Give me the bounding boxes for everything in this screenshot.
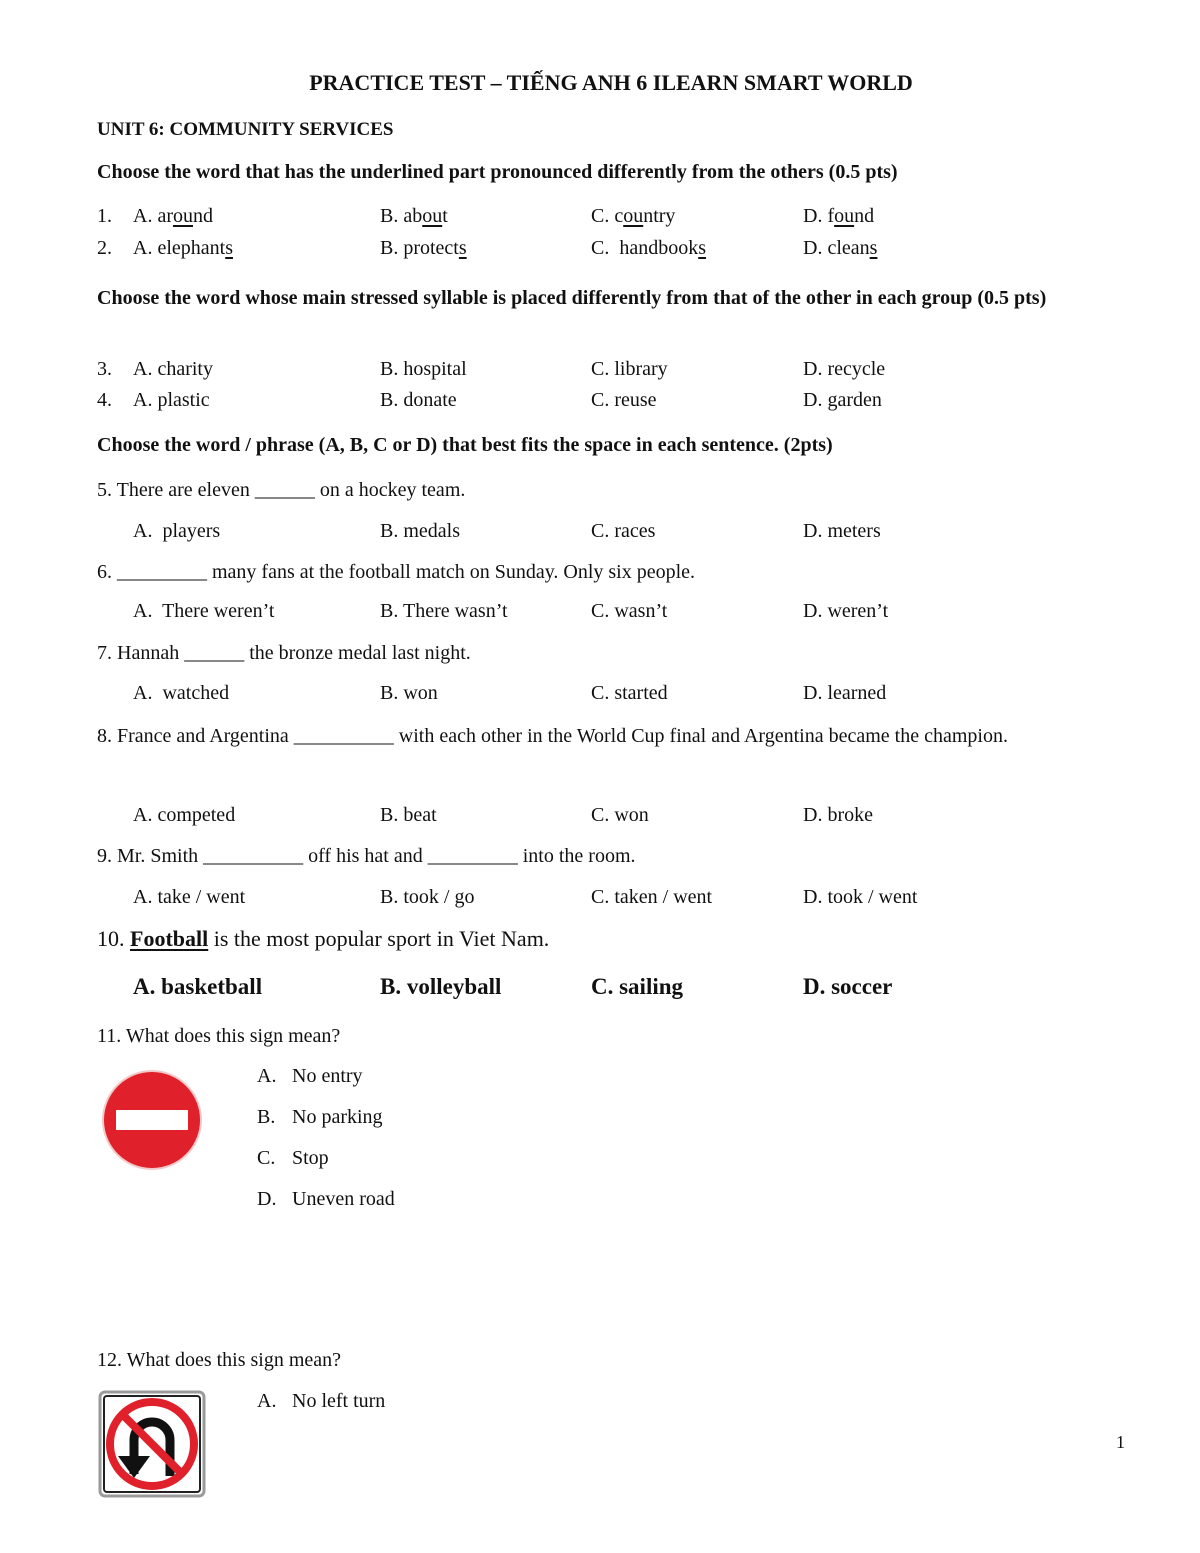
question-7-options (97, 682, 1127, 710)
question-11-options (257, 1065, 395, 1229)
option-b[interactable]: B. about (380, 205, 448, 227)
option-b[interactable]: B. volleyball (380, 974, 502, 999)
option-b[interactable]: B. hospital (380, 358, 467, 380)
option-d[interactable]: D. Uneven road (257, 1188, 395, 1210)
option-b[interactable]: B. took / go (380, 886, 475, 908)
question-12-options (257, 1390, 385, 1431)
option-d[interactable]: D. cleans (803, 237, 878, 259)
question-9-text: 9. Mr. Smith __________ off his hat and _________ into the room. (97, 845, 636, 867)
question-1 (97, 205, 1127, 233)
option-b[interactable]: B. donate (380, 389, 457, 411)
option-b[interactable]: B. medals (380, 520, 460, 542)
option-c[interactable]: C. reuse (591, 389, 657, 411)
option-d[interactable]: D. broke (803, 804, 873, 826)
option-a[interactable]: A. around (133, 205, 213, 227)
option-d[interactable]: D. recycle (803, 358, 886, 380)
option-a[interactable]: A. charity (133, 358, 213, 380)
option-b[interactable]: B. won (380, 682, 438, 704)
underlined-word: Football (130, 926, 209, 951)
page-number: 1 (1116, 1432, 1125, 1452)
question-5-options (97, 520, 1127, 548)
question-6-text: 6. _________ many fans at the football match on Sunday. Only six people. (97, 561, 696, 583)
option-b[interactable]: B. There wasn’t (380, 600, 508, 622)
question-number: 2. (97, 237, 112, 259)
option-c[interactable]: C. taken / went (591, 886, 713, 908)
question-number: 1. (97, 205, 112, 227)
no-entry-sign-icon (100, 1068, 204, 1172)
question-5-text: 5. There are eleven ______ on a hockey team. (97, 479, 466, 501)
option-b[interactable]: B. No parking (257, 1106, 383, 1128)
question-3 (97, 358, 1127, 386)
question-8-options (97, 804, 1127, 832)
option-a[interactable]: A. players (133, 520, 221, 542)
option-c[interactable]: C. races (591, 520, 656, 542)
instruction-stress: Choose the word whose main stressed syllable is placed differently from that of the other in each group (0.5 pts) (97, 287, 1047, 309)
option-a[interactable]: A. No entry (257, 1065, 363, 1087)
option-c[interactable]: C. library (591, 358, 668, 380)
question-11-text: 11. What does this sign mean? (97, 1025, 341, 1047)
option-c[interactable]: C. wasn’t (591, 600, 668, 622)
option-a[interactable]: A. watched (133, 682, 230, 704)
question-8-text: 8. France and Argentina __________ with each other in the World Cup final and Argentina became the champion. (97, 725, 1008, 747)
question-7-text: 7. Hannah ______ the bronze medal last night. (97, 642, 471, 664)
question-12-text: 12. What does this sign mean? (97, 1349, 342, 1371)
no-u-turn-sign-icon (98, 1390, 206, 1498)
option-b[interactable]: B. protects (380, 237, 467, 259)
option-c[interactable]: C. country (591, 205, 676, 227)
option-d[interactable]: D. found (803, 205, 875, 227)
option-a[interactable]: A. No left turn (257, 1390, 386, 1412)
option-c[interactable]: C. Stop (257, 1147, 329, 1169)
option-c[interactable]: C. started (591, 682, 668, 704)
question-number: 3. (97, 358, 112, 380)
question-2 (97, 237, 1127, 265)
option-a[interactable]: A. There weren’t (133, 600, 275, 622)
page-title: PRACTICE TEST – TIẾNG ANH 6 ILEARN SMART WORLD (309, 70, 913, 95)
option-a[interactable]: A. plastic (133, 389, 210, 411)
question-10-text: 10. Football is the most popular sport in Viet Nam. (97, 926, 550, 951)
option-d[interactable]: D. weren’t (803, 600, 889, 622)
instruction-pronunciation: Choose the word that has the underlined part pronounced differently from the others (0.5 pts) (97, 161, 898, 183)
option-c[interactable]: C. won (591, 804, 649, 826)
option-a[interactable]: A. competed (133, 804, 236, 826)
option-d[interactable]: D. garden (803, 389, 882, 411)
question-9-options (97, 886, 1127, 914)
option-c[interactable]: C. sailing (591, 974, 684, 999)
option-d[interactable]: D. learned (803, 682, 887, 704)
option-a[interactable]: A. take / went (133, 886, 246, 908)
instruction-fill: Choose the word / phrase (A, B, C or D) that best fits the space in each sentence. (2pts) (97, 434, 833, 456)
question-number: 4. (97, 389, 112, 411)
option-d[interactable]: D. took / went (803, 886, 918, 908)
question-6-options (97, 600, 1127, 628)
option-a[interactable]: A. basketball (133, 974, 263, 999)
option-d[interactable]: D. meters (803, 520, 881, 542)
option-a[interactable]: A. elephants (133, 237, 233, 259)
option-d[interactable]: D. soccer (803, 974, 893, 999)
question-10-options (97, 974, 1127, 1006)
option-c[interactable]: C. handbooks (591, 237, 707, 259)
question-4 (97, 389, 1127, 417)
option-b[interactable]: B. beat (380, 804, 437, 826)
unit-heading: UNIT 6: COMMUNITY SERVICES (97, 119, 394, 140)
